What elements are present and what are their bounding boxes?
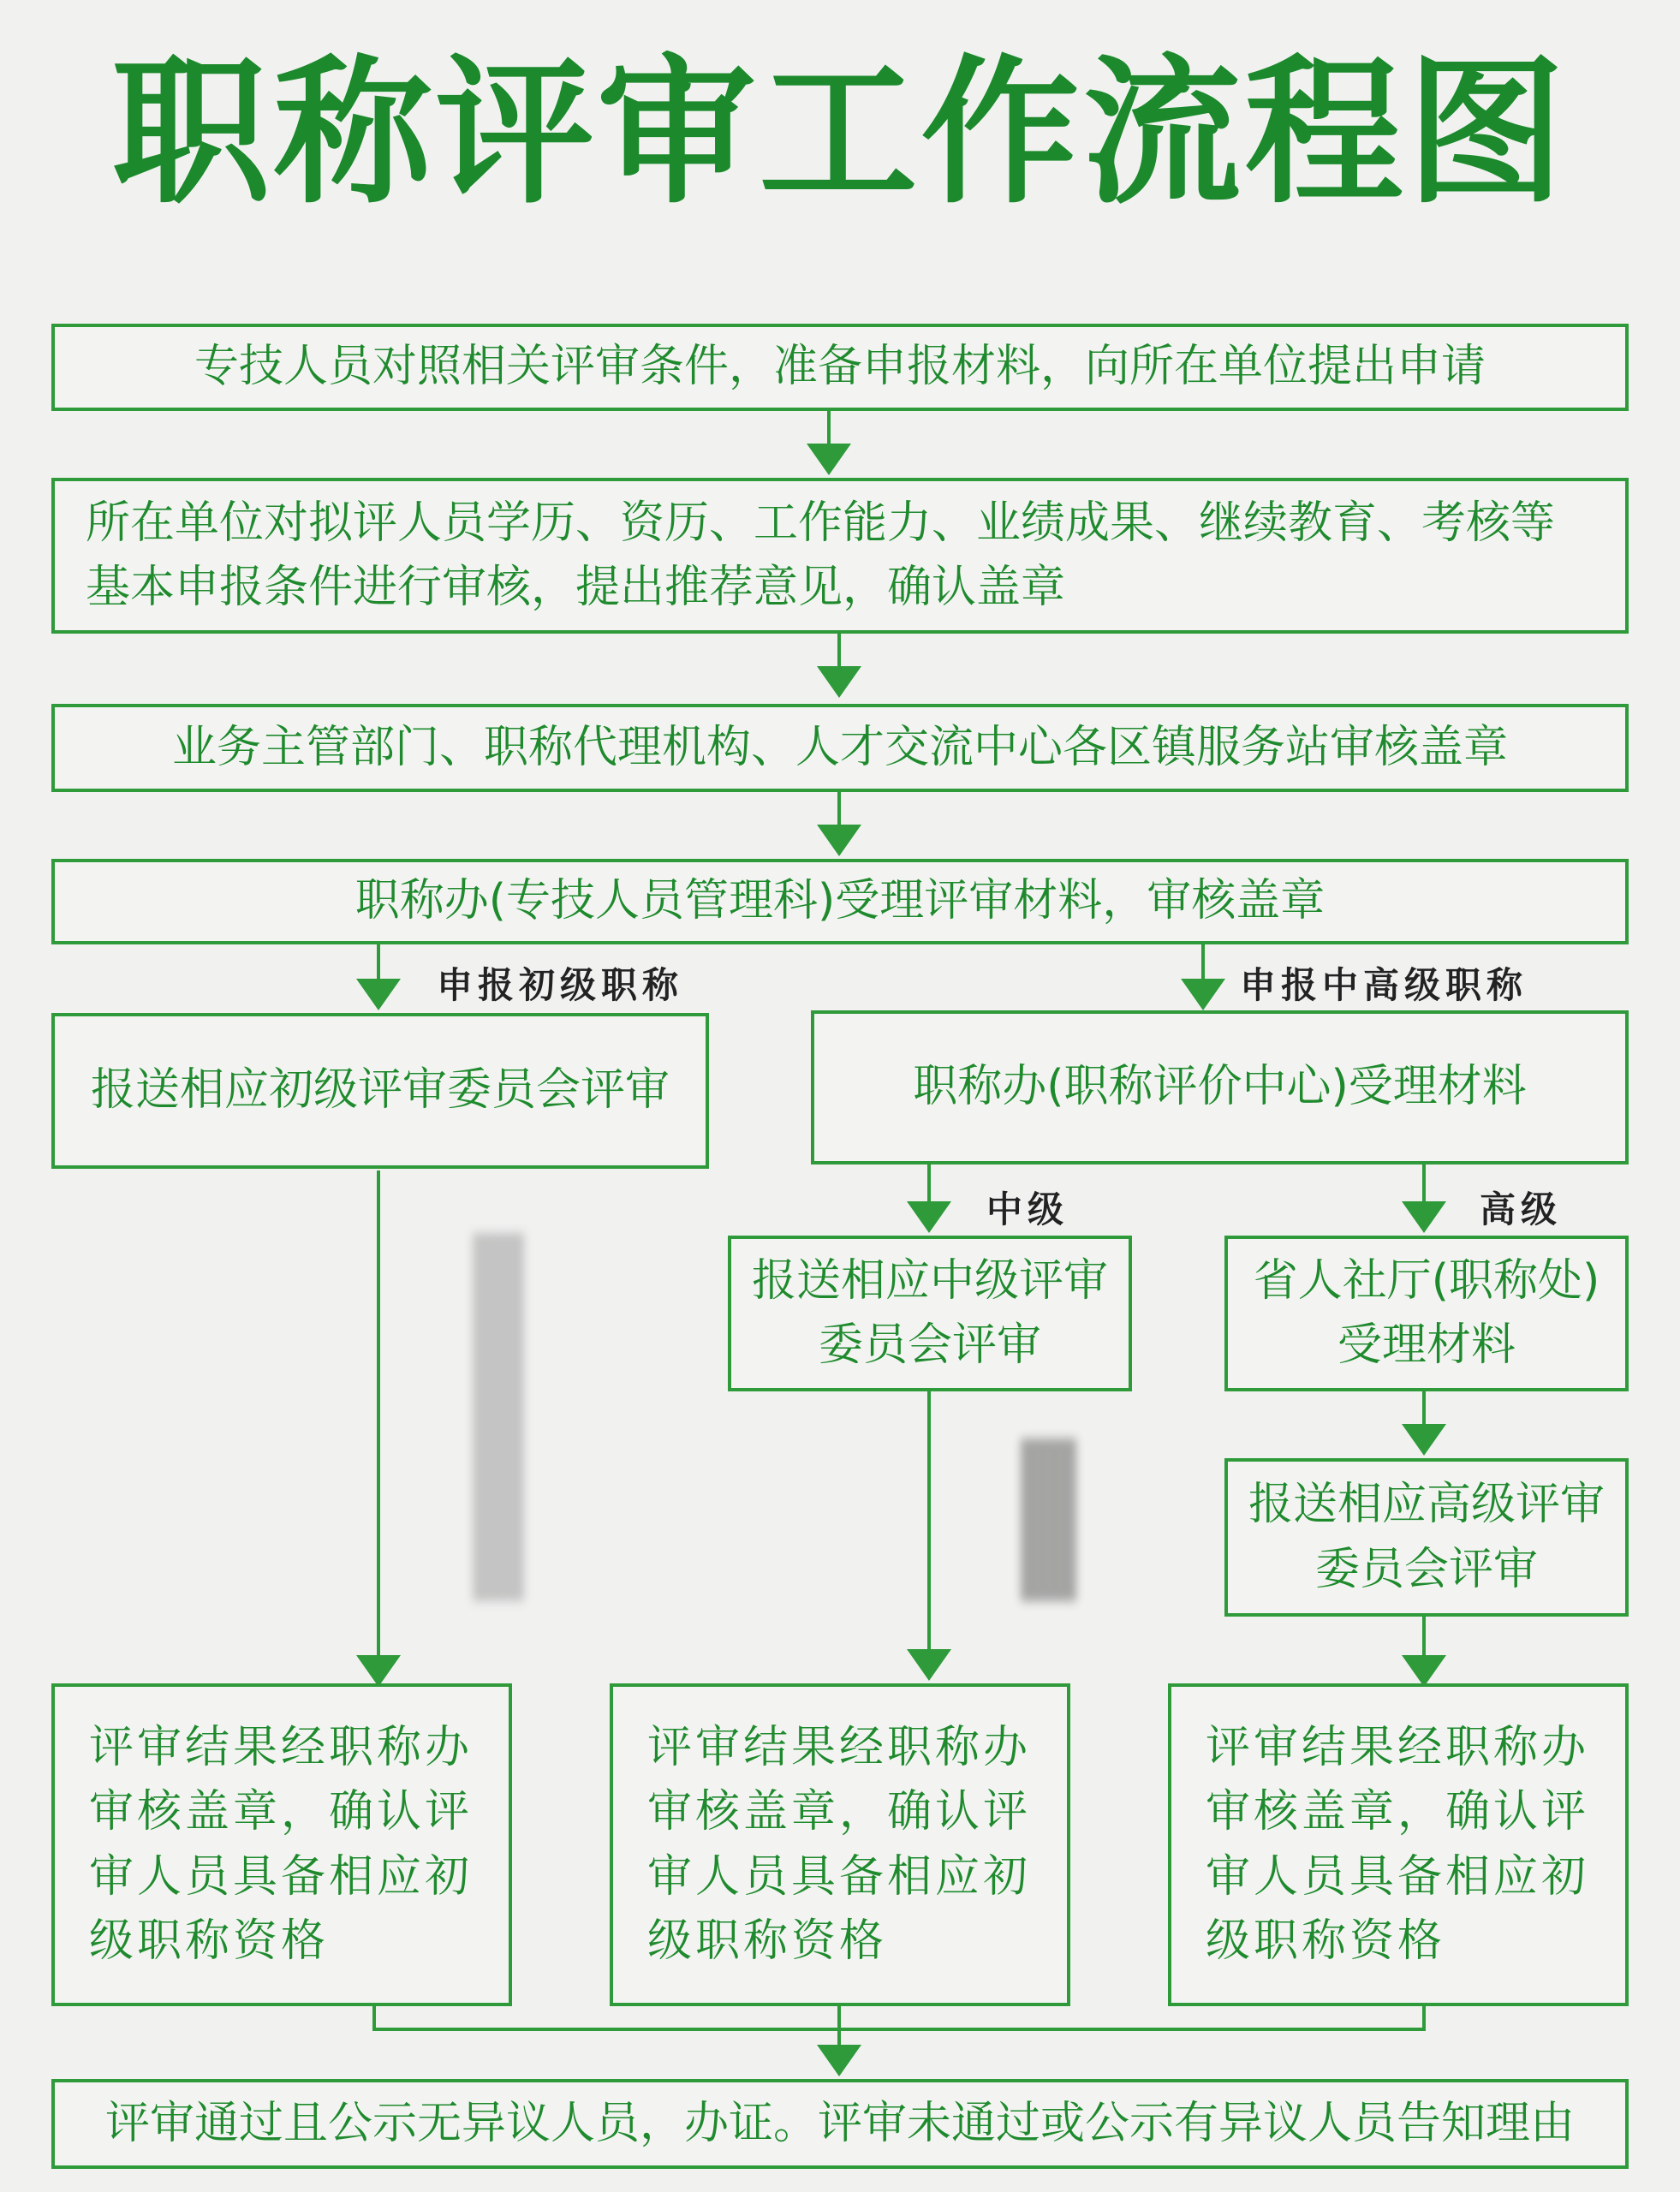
arrow-head [807,444,851,475]
result-high [1168,1683,1629,2006]
step-unit-review-line1: 所在单位对拟评人员学历、资历、工作能力、业绩成果、继续教育、考核等 [86,497,1556,549]
step-dept-review [51,704,1629,792]
arrow-head [907,1649,951,1681]
smudge-mark [475,1233,527,1601]
result-junior [51,1683,512,2006]
result-mid-line4: 级职称资格 [647,1915,888,1967]
arrow-head [1402,1201,1446,1233]
step-high-committee-line2: 委员会评审 [1314,1543,1538,1595]
step-provincial-office-line1: 省人社厅(职称处) [1253,1254,1600,1307]
step-final-outcome-text: 评审通过且公示无异议人员，办证。评审未通过或公示有异议人员告知理由 [104,2097,1575,2149]
result-high-line1: 评审结果经职称办 [1206,1721,1590,1773]
arrow-head [1402,1655,1446,1687]
step-junior-committee-text: 报送相应初级评审委员会评审 [90,1064,670,1117]
result-mid-line1: 评审结果经职称办 [647,1721,1032,1773]
step-evaluation-center [811,1010,1629,1164]
step-provincial-office-line2: 受理材料 [1337,1319,1516,1371]
result-junior-line1: 评审结果经职称办 [89,1721,474,1773]
smudge-mark [1023,1438,1075,1601]
arrow-head [817,666,861,698]
step-title-office [51,859,1629,944]
result-high-line3: 审人员具备相应初 [1206,1850,1590,1903]
label-high: 高级 [1480,1188,1563,1230]
step-high-committee-line1: 报送相应高级评审 [1248,1479,1605,1531]
step-unit-review-line2: 基本申报条件进行审核，提出推荐意见，确认盖章 [86,562,1066,613]
step-mid-committee-line1: 报送相应中级评审 [751,1254,1108,1307]
step-evaluation-center-text: 职称办(职称评价中心)受理材料 [913,1061,1527,1113]
result-junior-line2: 审核盖章，确认评 [89,1786,474,1838]
result-junior-line3: 审人员具备相应初 [89,1850,474,1903]
step-mid-committee [728,1236,1132,1391]
label-midhigh-branch: 申报中高级职称 [1240,964,1528,1006]
result-mid [610,1683,1070,2006]
step-title-office-text: 职称办(专技人员管理科)受理评审材料，审核盖章 [354,875,1326,927]
arrow-head [817,825,861,856]
result-high-line4: 级职称资格 [1206,1915,1446,1967]
result-junior-line4: 级职称资格 [89,1915,330,1967]
result-mid-line2: 审核盖章，确认评 [647,1786,1032,1838]
arrow-head [1181,979,1225,1010]
arrow-head [907,1201,951,1233]
step-apply [51,324,1629,411]
result-high-line2: 审核盖章，确认评 [1206,1786,1590,1838]
result-mid-line3: 审人员具备相应初 [647,1850,1032,1903]
arrow-head [817,2045,861,2076]
step-high-committee [1224,1458,1629,1617]
label-mid: 中级 [986,1188,1069,1230]
step-unit-review [51,478,1629,634]
page-title: 职称评审工作流程图 [111,40,1569,225]
arrow-head [356,1655,401,1687]
arrow-head [1402,1424,1446,1456]
step-final-outcome [51,2079,1629,2169]
connector-line [374,2006,1424,2029]
step-junior-committee [51,1013,709,1169]
arrow-head [356,979,401,1010]
step-provincial-office [1224,1236,1629,1391]
step-mid-committee-line2: 委员会评审 [818,1319,1041,1371]
label-junior-branch: 申报初级职称 [437,964,684,1006]
step-apply-text: 专技人员对照相关评审条件，准备申报材料，向所在单位提出申请 [194,341,1486,393]
step-dept-review-text: 业务主管部门、职称代理机构、人才交流中心各区镇服务站审核盖章 [171,721,1508,773]
